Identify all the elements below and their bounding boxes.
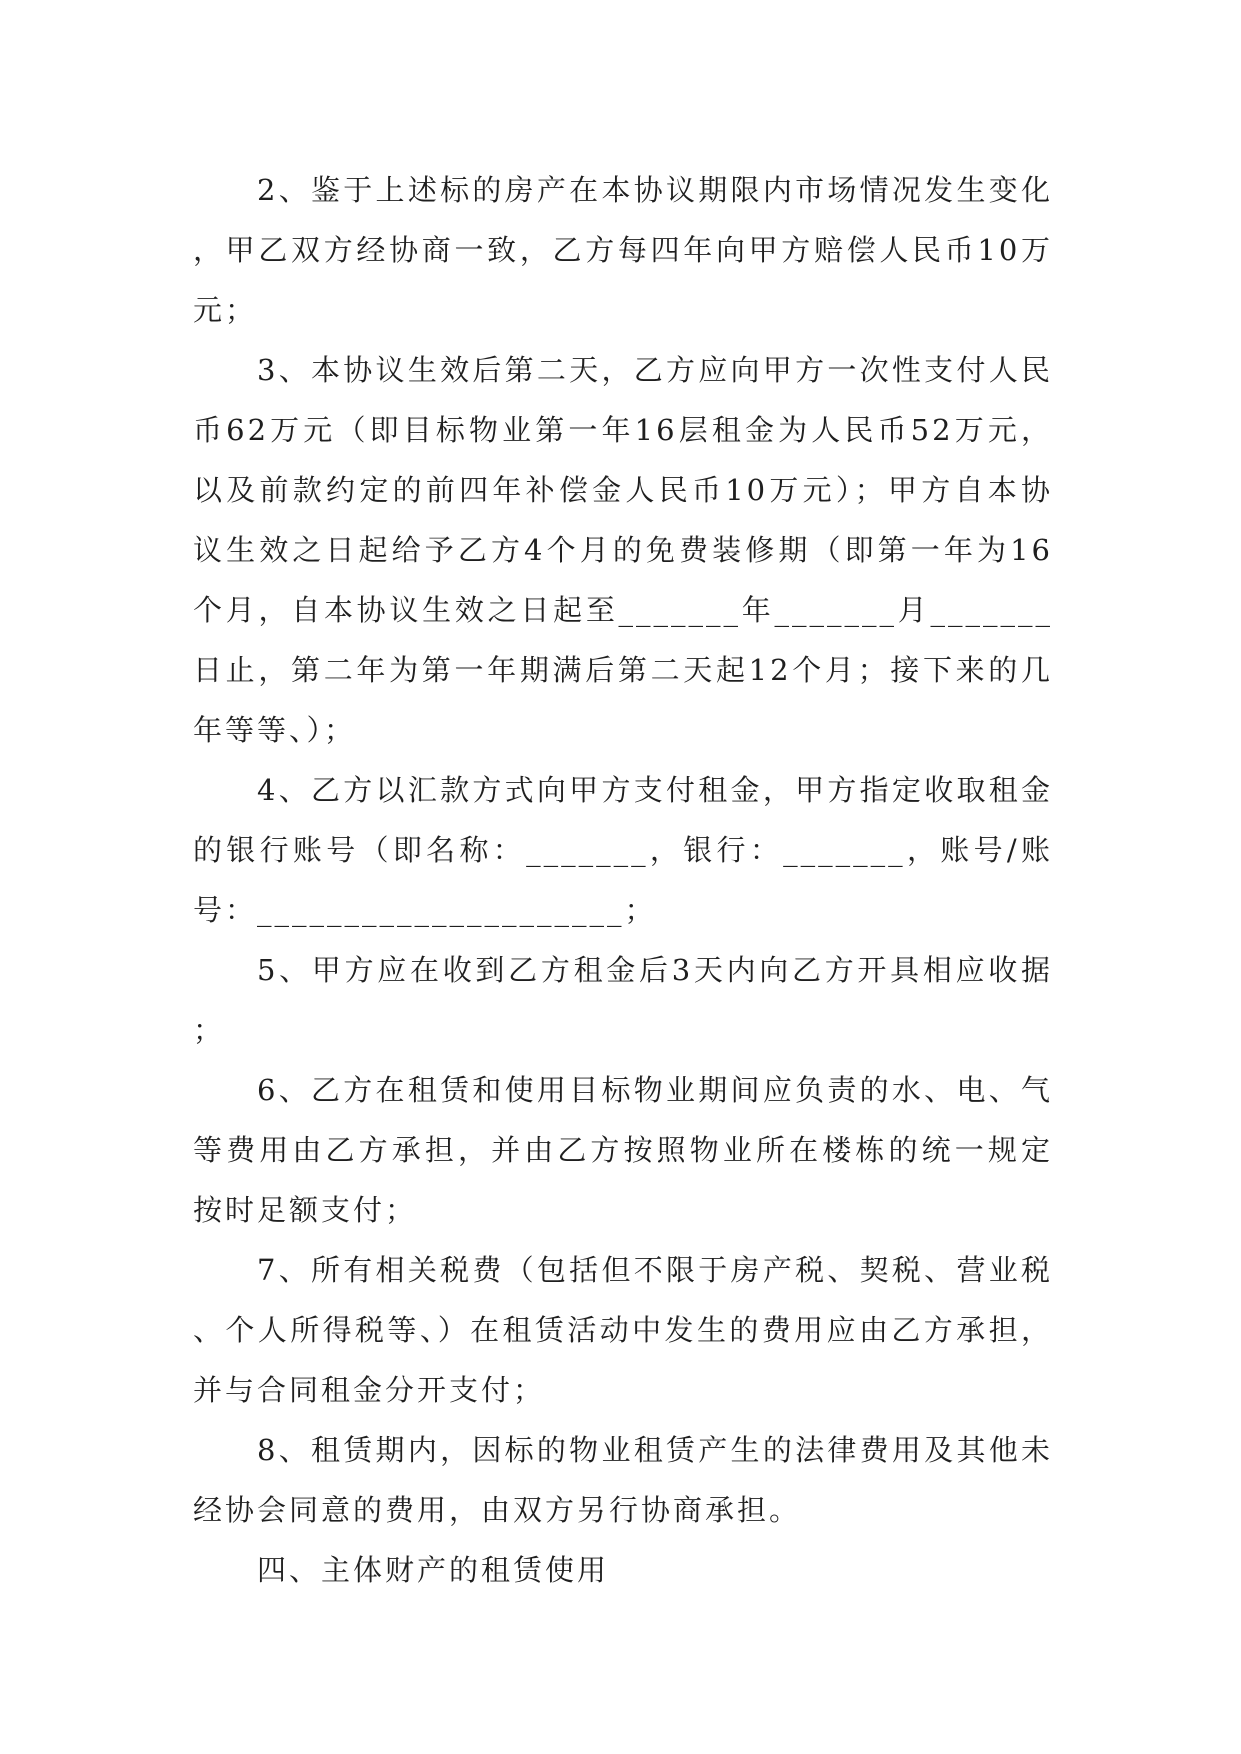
clause-7: 7、所有相关税费（包括但不限于房产税、契税、营业税、个人所得税等、）在租赁活动中发生的费用应由乙方承担，并与合同租金分开支付； (193, 1253, 1053, 1407)
section-heading: 四、主体财产的租赁使用 (257, 1553, 610, 1587)
clause-4: 4、乙方以汇款方式向甲方支付租金，甲方指定收取租金的银行账号（即名称：_______，银行：_______，账号/账号：_____________________； (193, 773, 1053, 927)
document-page (193, 160, 1053, 1600)
clause-6: 6、乙方在租赁和使用目标物业期间应负责的水、电、气等费用由乙方承担，并由乙方按照物业所在楼栋的统一规定按时足额支付； (193, 1073, 1053, 1227)
clause-2: 2、鉴于上述标的房产在本协议期限内市场情况发生变化，甲乙双方经协商一致，乙方每四年向甲方赔偿人民币10万元； (193, 173, 1053, 327)
clause-5: 5、甲方应在收到乙方租金后3天内向乙方开具相应收据； (193, 953, 1053, 1047)
clause-3: 3、本协议生效后第二天，乙方应向甲方一次性支付人民币62万元（即目标物业第一年16层租金为人民币52万元，以及前款约定的前四年补偿金人民币10万元）；甲方自本协议生效之日起给予乙方4个月的免费装修期（即第一年为16个月，自本协议生效之日起至_______年_______月_______日止，第二年为第一年期满后第二天起12个月；接下来的几年等等、）； (193, 353, 1053, 747)
clause-8: 8、租赁期内，因标的物业租赁产生的法律费用及其他未经协会同意的费用，由双方另行协商承担。 (193, 1433, 1053, 1527)
